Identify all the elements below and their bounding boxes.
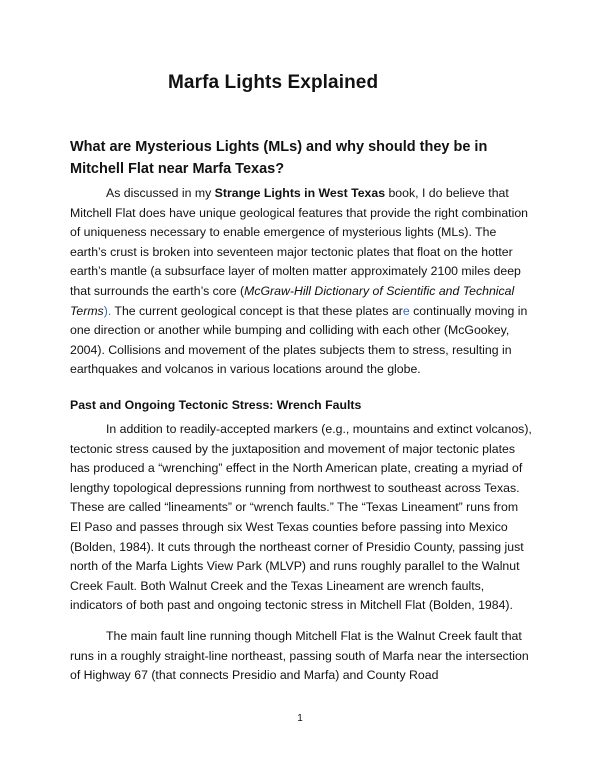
paragraph-wrench-faults: In addition to readily-accepted markers (e.g., mountains and extinct volcanos), tectonic stress caused by the juxtaposition and movement of major tectonic plates has produced a “wrenching” effect in the North American plate, creating a myriad of lengthy topological depressions running from northwest to southeast across Texas. These are called “lineaments” or “wrench faults.” The “Texas Lineament” runs from El Paso and passes through six West Texas counties before passing into Mexico (Bolden, 1984). It cuts through the northeast corner of Presidio County, passing just north of the Marfa Lights View Park (MLVP) and runs roughly parallel to the Walnut Creek Fault. Both Walnut Creek and the Texas Lineament are wrench faults, indicators of both past and ongoing tectonic stress in Mitchell Flat (Bolden, 1984).: [70, 422, 532, 613]
paragraph-intro: [70, 184, 532, 380]
paragraph-intro-text-a: As discussed in my: [106, 186, 215, 200]
book-title: Strange Lights in West Texas: [214, 186, 386, 200]
page-number: 1: [297, 713, 303, 724]
document-title: Marfa Lights Explained: [168, 72, 379, 93]
paragraph-intro-text-c: The current geological concept is that these plates ar: [111, 303, 403, 318]
subheading-wrench-faults: Past and Ongoing Tectonic Stress: Wrench Faults: [70, 398, 362, 412]
citation-reference: McGraw-Hill Dictionary of Scientific and Technical Terms: [70, 283, 515, 318]
highlighted-letter: e: [402, 303, 410, 318]
citation-close: ).: [103, 303, 112, 318]
paragraph-intro-text-b: book, I do believe that Mitchell Flat does have unique geological features that provide the right combination of uniqueness necessary to enable emergence of mysterious lights (MLs). The earth’s crust is broken into seventeen major tectonic plates that float on the hotter earth’s mantle (a subsurface layer of molten matter approximately 2100 miles deep that surrounds the earth’s core (: [70, 186, 528, 298]
paragraph-walnut-creek: The main fault line running though Mitchell Flat is the Walnut Creek fault that runs in a roughly straight-line northeast, passing south of Marfa near the intersection of Highway 67 (that connects Presidio and Marfa) and County Road: [70, 629, 529, 683]
paragraph-intro-text-d: continually moving in one direction or another while bumping and colliding with each other (McGookey, 2004). Collisions and movement of the plates subjects them to stress, resulting in earthquakes and volcanos in various locations around the globe.: [70, 303, 528, 377]
section-heading: What are Mysterious Lights (MLs) and why should they be in Mitchell Flat near Marfa Texas?: [70, 139, 488, 177]
